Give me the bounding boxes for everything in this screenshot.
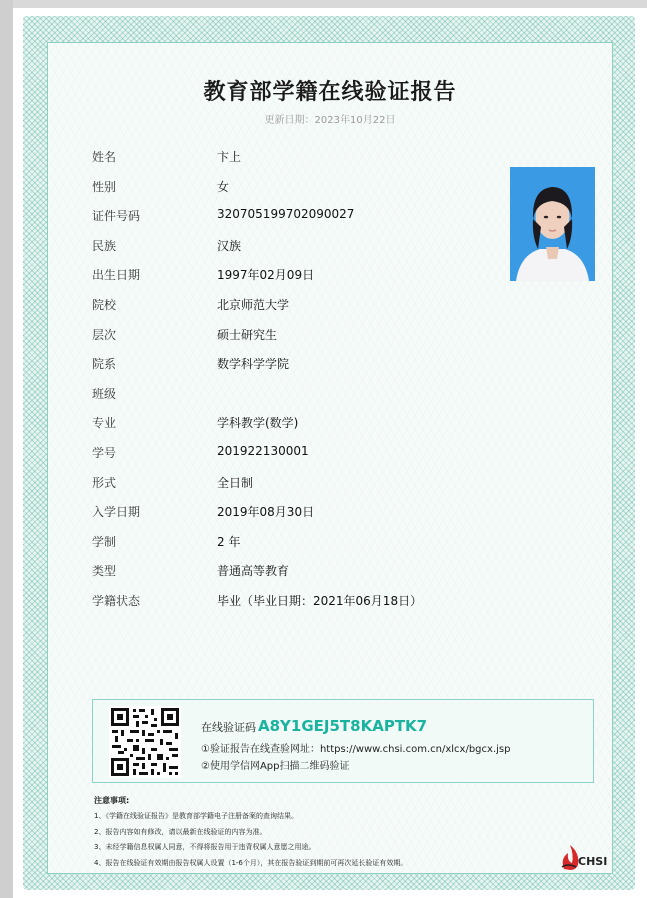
info-row	[92, 207, 512, 237]
notes-heading: 注意事项:	[94, 796, 130, 805]
info-row	[92, 414, 512, 444]
student-photo	[510, 167, 595, 281]
info-row	[92, 533, 512, 563]
field-value: 数学科学学院	[217, 357, 290, 372]
field-label: 学籍状态	[92, 593, 141, 608]
info-row	[92, 444, 512, 474]
verification-code-line	[201, 717, 427, 735]
verification-app-text: ②使用学信网App扫描二维码验证	[201, 761, 350, 772]
field-label: 姓名	[92, 150, 117, 164]
field-label: 民族	[92, 238, 117, 253]
verification-code-label: 在线验证码	[201, 721, 256, 734]
info-row	[92, 148, 512, 178]
field-label: 学号	[92, 445, 117, 460]
field-label: 班级	[92, 386, 117, 401]
info-row	[92, 326, 512, 356]
field-label: 证件号码	[92, 209, 141, 224]
field-value: 普通高等教育	[217, 564, 290, 579]
report-page	[13, 8, 647, 898]
field-label: 院系	[92, 357, 117, 372]
report-body	[47, 42, 613, 874]
info-row	[92, 562, 512, 592]
field-value: 硕士研究生	[217, 327, 278, 342]
note-item: 2、报告内容如有修改，请以最新在线验证的内容为准。	[94, 827, 267, 836]
verification-code: A8Y1GEJ5T8KAPTK7	[258, 717, 428, 735]
info-row	[92, 592, 512, 622]
info-row	[92, 474, 512, 504]
field-value: 全日制	[217, 475, 254, 490]
chsi-logo-text: CHSI	[578, 855, 608, 868]
field-label: 出生日期	[92, 268, 141, 283]
verification-panel	[92, 699, 594, 783]
field-label: 层次	[92, 327, 117, 342]
info-row	[92, 296, 512, 326]
student-info-table	[92, 148, 512, 622]
notes-section	[94, 795, 514, 873]
note-item: 3、未经学籍信息权属人同意，不得将报告用于违背权属人意愿之用途。	[94, 843, 316, 851]
info-row	[92, 385, 512, 415]
field-value: 201922130001	[217, 443, 309, 458]
info-row	[92, 503, 512, 533]
viewer-gutter	[0, 0, 13, 898]
update-date: 更新日期：2023年10月22日	[264, 115, 396, 126]
verification-url-text: ①验证报告在线查验网址：https://www.chsi.com.cn/xlcx/bgcx.jsp	[201, 744, 511, 755]
chsi-flame-icon	[558, 841, 580, 871]
field-label: 院校	[92, 297, 117, 312]
field-value: 北京师范大学	[217, 297, 290, 312]
note-item: 4、报告在线验证有效期由报告权属人设置（1-6个月），其在报告验证到期前可再次延长验证有效期。	[94, 858, 408, 867]
field-label: 性别	[92, 179, 117, 194]
info-row	[92, 237, 512, 267]
field-value: 毕业（毕业日期：2021年06月18日）	[217, 593, 423, 608]
field-label: 专业	[92, 416, 117, 431]
note-item: 1、《学籍在线验证报告》是教育部学籍电子注册备案的查询结果。	[94, 812, 298, 820]
info-row	[92, 178, 512, 208]
info-row	[92, 355, 512, 385]
field-label: 类型	[92, 564, 117, 579]
field-value: 学科教学(数学)	[217, 416, 299, 431]
field-value: 2019年08月30日	[217, 505, 315, 520]
field-label: 学制	[92, 534, 117, 549]
report-title: 教育部学籍在线验证报告	[203, 80, 457, 105]
field-value: 卞上	[217, 150, 242, 164]
chsi-logo	[558, 841, 618, 871]
qr-code[interactable]	[109, 706, 181, 778]
field-label: 入学日期	[92, 505, 141, 520]
field-value: 2 年	[217, 534, 241, 549]
field-value: 女	[217, 179, 230, 194]
field-value: 320705199702090027	[217, 207, 355, 222]
info-row	[92, 266, 512, 296]
field-value: 1997年02月09日	[217, 268, 315, 283]
field-label: 形式	[92, 475, 117, 490]
field-value: 汉族	[217, 238, 242, 253]
